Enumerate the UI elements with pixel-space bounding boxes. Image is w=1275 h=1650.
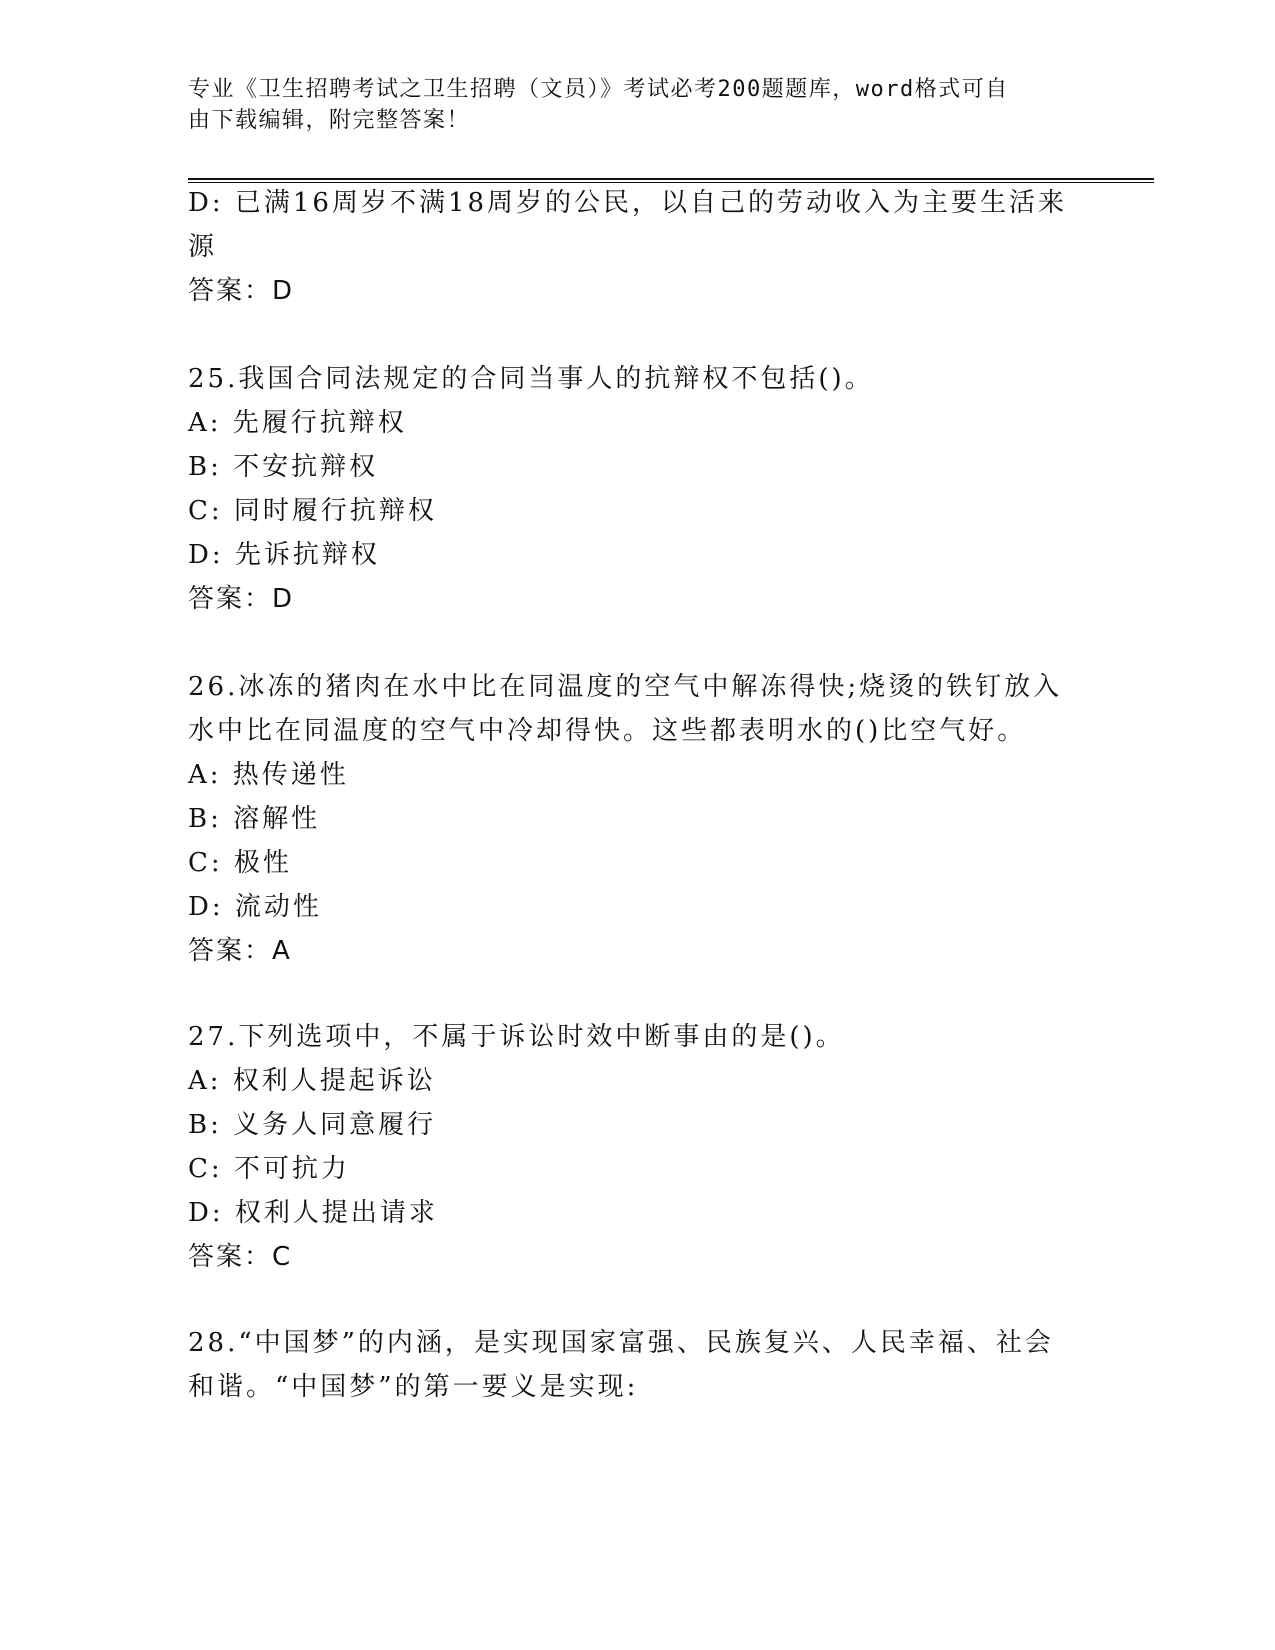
question-27-option-c: C: 不可抗力	[188, 1154, 350, 1184]
question-25-option-b: B: 不安抗辩权	[188, 452, 379, 482]
question-27-stem: 27.下列选项中，不属于诉讼时效中断事由的是()。	[188, 1022, 845, 1052]
question-26-answer: 答案：A	[188, 936, 292, 966]
question-26-stem-cont: 水中比在同温度的空气中冷却得快。这些都表明水的()比空气好。	[188, 716, 1027, 746]
document-header	[188, 74, 1068, 136]
question-27-option-a: A: 权利人提起诉讼	[188, 1066, 436, 1096]
question-25-option-c: C: 同时履行抗辩权	[188, 496, 437, 526]
question-26-option-b: B: 溶解性	[188, 804, 321, 834]
question-26-option-a: A: 热传递性	[188, 760, 349, 790]
question-25-option-d: D: 先诉抗辩权	[188, 540, 380, 570]
header-line-2: 由下载编辑，附完整答案！	[188, 108, 471, 133]
question-25-stem: 25.我国合同法规定的合同当事人的抗辩权不包括()。	[188, 364, 874, 394]
question-28-stem: 28.“中国梦”的内涵，是实现国家富强、民族复兴、人民幸福、社会	[188, 1328, 1054, 1358]
prev-option-d: D: 已满16周岁不满18周岁的公民，以自己的劳动收入为主要生活来	[188, 188, 1068, 218]
question-26-option-d: D: 流动性	[188, 892, 322, 922]
header-line-1: 专业《卫生招聘考试之卫生招聘（文员）》考试必考200题题库，word格式可自	[188, 77, 1009, 102]
question-25-option-a: A: 先履行抗辩权	[188, 408, 407, 438]
question-25-answer: 答案：D	[188, 584, 295, 614]
prev-answer: 答案：D	[188, 276, 295, 306]
prev-option-d-cont: 源	[188, 232, 218, 262]
question-28-stem-cont: 和谐。“中国梦”的第一要义是实现:	[188, 1372, 639, 1402]
question-26-option-c: C: 极性	[188, 848, 292, 878]
question-26-stem: 26.冰冻的猪肉在水中比在同温度的空气中解冻得快;烧烫的铁钉放入	[188, 672, 1063, 702]
question-27-option-d: D: 权利人提出请求	[188, 1198, 438, 1228]
question-27-option-b: B: 义务人同意履行	[188, 1110, 437, 1140]
question-27-answer: 答案：C	[188, 1242, 293, 1272]
